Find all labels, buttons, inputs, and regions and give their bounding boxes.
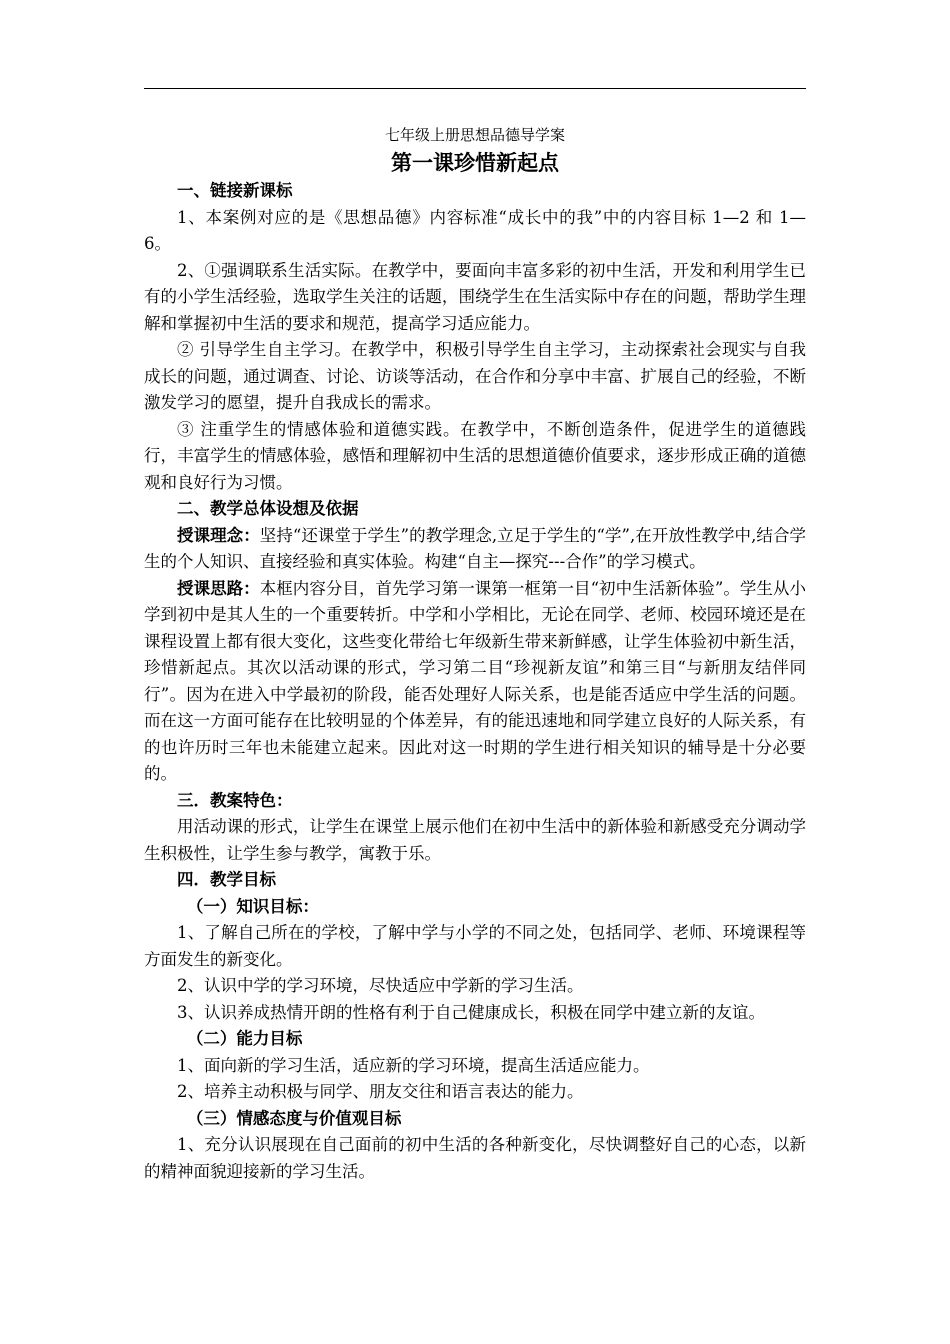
document-body <box>144 122 806 1185</box>
header-rule <box>144 88 806 89</box>
subsection-heading: （三）情感态度与价值观目标 <box>186 1108 402 1128</box>
section-heading-3: 三．教案特色： <box>177 790 293 810</box>
subsection-heading: （二）能力目标 <box>186 1029 303 1048</box>
paragraph: ② 引导学生自主学习。在教学中，积极引导学生自主学习，主动探索社会现实与自我成长的问题，通过调查、讨论、访谈等活动，在合作和分享中丰富、扩展自己的经验，不断激发学习的愿望，提升自我成长的需求。 <box>144 340 806 412</box>
paragraph <box>144 576 806 788</box>
paragraph-text: 本框内容分目，首先学习第一课第一框第一目“初中生活新体验”。学生从小学到初中是其人生的一个重要转折。中学和小学相比，无论在同学、老师、校园环境还是在课程设置上都有很大变化，这些变化带给七年级新生带来新鲜感，让学生体验初中新生活，珍惜新起点。其次以活动课的形式，学习第二目“珍视新友谊”和第三目“与新朋友结伴同行”。因为在进入中学最初的阶段，能否处理好人际关系，也是能否适应中学生活的问题。而在这一方面可能存在比较明显的个体差异，有的能迅速地和同学建立良好的人际关系，有的也许历时三年也未能建立起来。因此对这一时期的学生进行相关知识的辅导是十分必要的。 <box>144 578 807 783</box>
doc-title: 第一课珍惜新起点 <box>391 150 559 175</box>
section-heading-1: 一、链接新课标 <box>177 181 293 200</box>
paragraph <box>144 523 806 576</box>
inline-label: 授课理念： <box>177 525 260 545</box>
section-heading-2: 二、教学总体设想及依据 <box>177 499 359 518</box>
inline-label: 授课思路： <box>177 578 260 598</box>
paragraph: 2、认识中学的学习环境，尽快适应中学新的学习生活。 <box>177 976 584 995</box>
paragraph: 1、本案例对应的是《思想品德》内容标准“成长中的我”中的内容目标 1—2 和 1—6。 <box>144 207 806 253</box>
paragraph: ③ 注重学生的情感体验和道德实践。在教学中，不断创造条件，促进学生的道德践行，丰富学生的情感体验，感悟和理解初中生活的思想道德价值要求，逐步形成正确的道德观和良好行为习惯。 <box>144 419 806 492</box>
section-heading-4: 四．教学目标 <box>177 870 276 889</box>
paragraph: 3、认识养成热情开朗的性格有利于自己健康成长，积极在同学中建立新的友谊。 <box>177 1002 765 1022</box>
subsection-heading: （一）知识目标： <box>186 896 319 916</box>
paragraph: 2、培养主动积极与同学、朋友交往和语言表达的能力。 <box>177 1082 584 1101</box>
paragraph-text: 坚持“还课堂于学生”的教学理念,立足于学生的“学”,在开放性教学中,结合学生的个人知识、直接经验和真实体验。构建“自主—探究---合作”的学习模式。 <box>144 525 807 571</box>
paragraph: 1、面向新的学习生活，适应新的学习环境，提高生活适应能力。 <box>177 1055 650 1075</box>
paragraph: 1、充分认识展现在自己面前的初中生活的各种新变化，尽快调整好自己的心态，以新的精神面貌迎接新的学习生活。 <box>144 1135 806 1181</box>
doc-subtitle: 七年级上册思想品德导学案 <box>384 126 565 144</box>
paragraph: 用活动课的形式，让学生在课堂上展示他们在初中生活中的新体验和新感受充分调动学生积极性，让学生参与教学，寓教于乐。 <box>144 817 806 863</box>
paragraph: 2、①强调联系生活实际。在教学中，要面向丰富多彩的初中生活，开发和利用学生已有的小学生活经验，选取学生关注的话题，围绕学生在生活实际中存在的问题，帮助学生理解和掌握初中生活的要求和规范，提高学习适应能力。 <box>144 260 806 333</box>
paragraph: 1、了解自己所在的学校，了解中学与小学的不同之处，包括同学、老师、环境课程等方面发生的新变化。 <box>144 923 806 969</box>
